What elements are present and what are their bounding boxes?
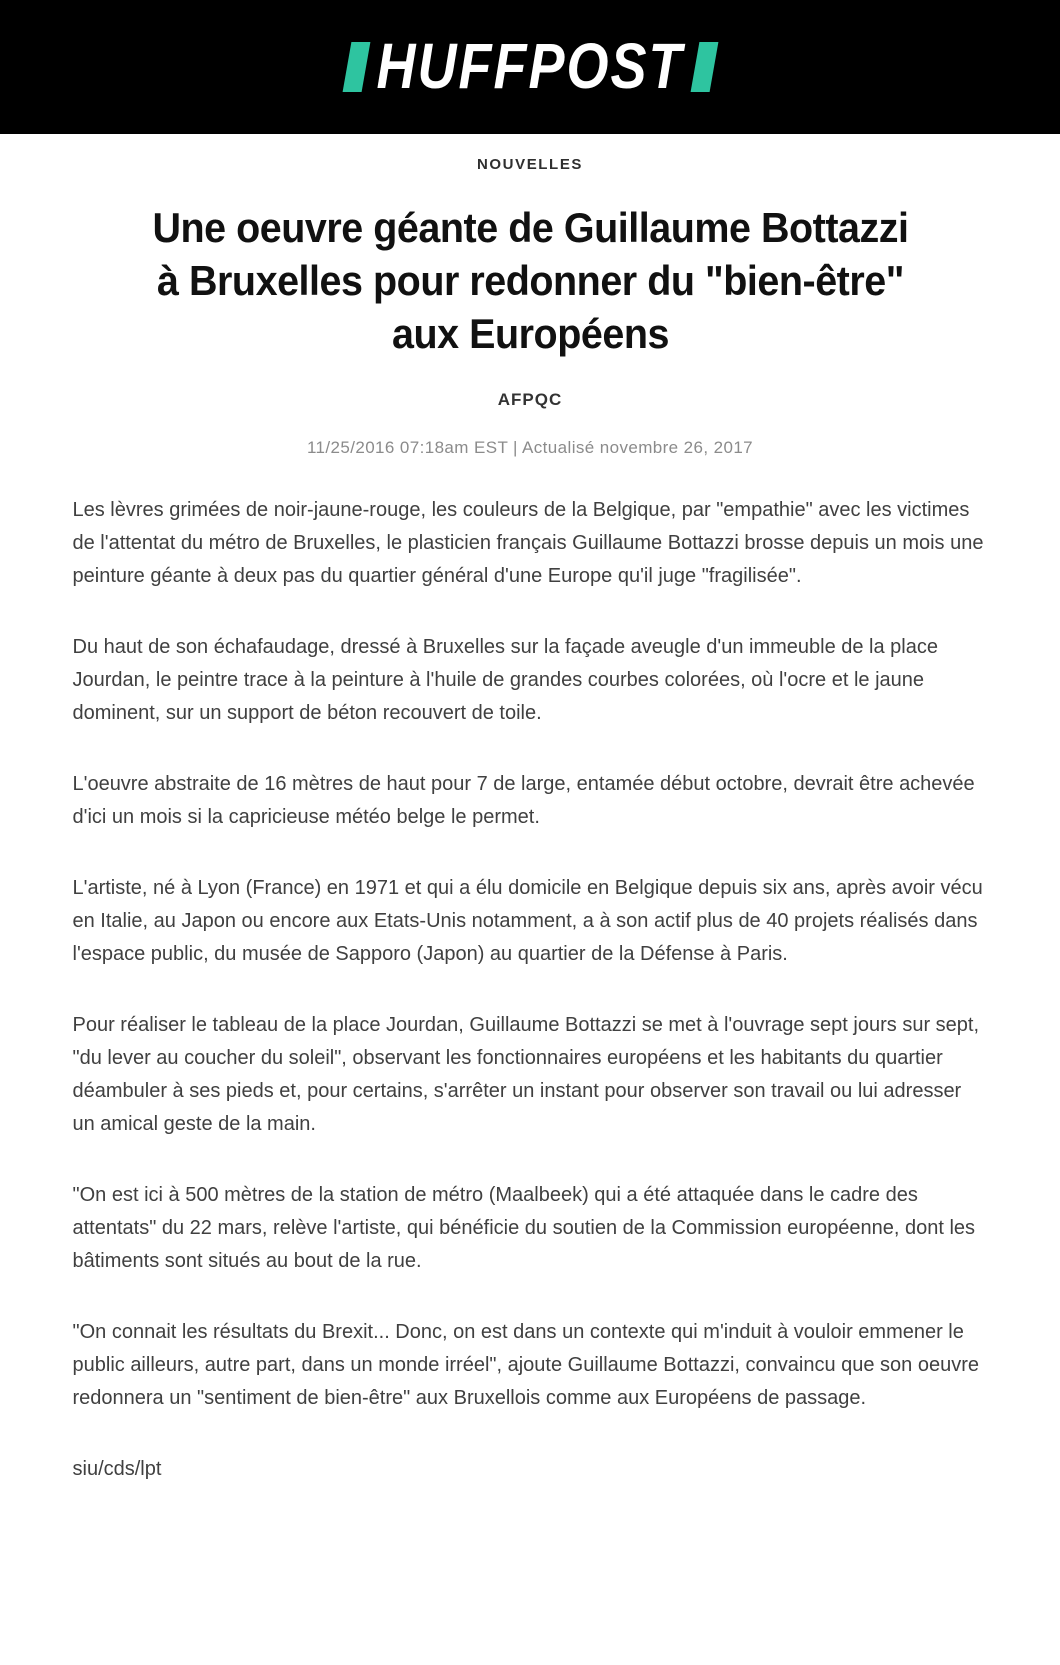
logo-accent-left-icon bbox=[342, 42, 370, 92]
article-paragraph: "On est ici à 500 mètres de la station de métro (Maalbeek) qui a été attaquée dans le cadre des attentats" du 22 mars, relève l'artiste, qui bénéficie du soutien de la Commission européenne, dont les bâtiments sont situés au bout de la rue. bbox=[72, 1184, 976, 1272]
article-paragraph: L'artiste, né à Lyon (France) en 1971 et qui a élu domicile en Belgique depuis six ans, après avoir vécu en Italie, au Japon ou encore aux Etats-Unis notamment, a à son actif plus de 40 projets réalisés dans l'espace public, du musée de Sapporo (Japon) au quartier de la Défense à Paris. bbox=[72, 877, 983, 965]
category-link[interactable]: NOUVELLES bbox=[476, 156, 584, 173]
article-paragraph: Les lèvres grimées de noir-jaune-rouge, les couleurs de la Belgique, par "empathie" avec les victimes de l'attentat du métro de Bruxelles, le plasticien français Guillaume Bottazzi brosse depuis un mois une peinture géante à deux pas du quartier général d'une Europe qu'il juge "fragilisée". bbox=[72, 499, 984, 587]
article-body bbox=[73, 494, 988, 1546]
article-title-line: à Bruxelles pour redonner du "bien-être" bbox=[156, 257, 904, 304]
article-paragraph: L'oeuvre abstraite de 16 mètres de haut pour 7 de large, entamée début octobre, devrait être achevée d'ici un mois si la capricieuse météo belge le permet. bbox=[72, 773, 975, 828]
article-container bbox=[73, 134, 988, 1546]
huffpost-logo[interactable] bbox=[347, 31, 714, 103]
article-paragraph: Du haut de son échafaudage, dressé à Bruxelles sur la façade aveugle d'un immeuble de la place Jourdan, le peintre trace à la peinture à l'huile de grandes courbes colorées, où l'ocre et le jaune dominent, sur un support de béton recouvert de toile. bbox=[72, 636, 938, 724]
article-title bbox=[73, 201, 988, 360]
article-title-line: Une oeuvre géante de Guillaume Bottazzi bbox=[151, 204, 909, 251]
logo-text: HUFFPOST bbox=[376, 31, 684, 103]
article-paragraph: "On connait les résultats du Brexit... Donc, on est dans un contexte qui m'induit à vouloir emmener le public ailleurs, autre part, dans un monde irréel", ajoute Guillaume Bottazzi, convaincu que son oeuvre redonnera un "sentiment de bien-être" aux Bruxellois comme aux Européens de passage. bbox=[72, 1321, 980, 1409]
site-header bbox=[0, 0, 1060, 134]
article-paragraph: Pour réaliser le tableau de la place Jourdan, Guillaume Bottazzi se met à l'ouvrage sept jours sur sept, "du lever au coucher du soleil", observant les fonctionnaires européens et les habitants du quartier déambuler à ses pieds et, pour certains, s'arrêter un instant pour observer son travail ou lui adresser un amical geste de la main. bbox=[72, 1014, 980, 1135]
article-timestamp: 11/25/2016 07:18am EST | Actualisé novembre 26, 2017 bbox=[306, 438, 754, 457]
logo-accent-right-icon bbox=[690, 42, 718, 92]
article-signature: siu/cds/lpt bbox=[72, 1458, 162, 1480]
article-title-line: aux Européens bbox=[391, 310, 669, 357]
author-byline[interactable]: AFPQC bbox=[497, 390, 563, 409]
